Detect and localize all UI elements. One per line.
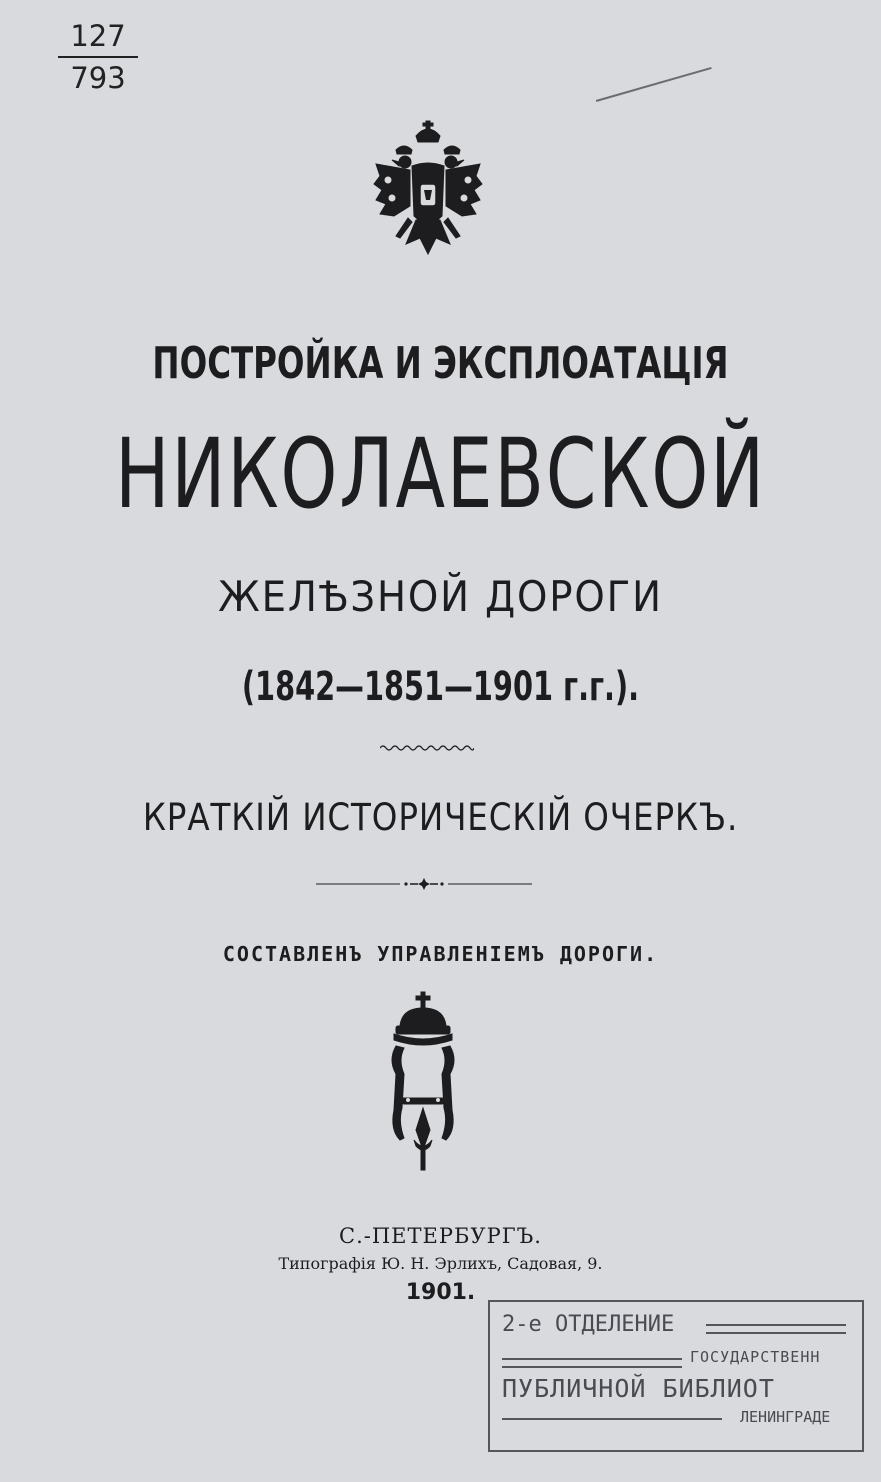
title-line-1: ПОСТРОЙКА И ЭКСПЛОАТАЦІЯ: [152, 338, 729, 389]
shelfmark-bottom: 793: [70, 61, 126, 95]
stamp-rule-5: [502, 1418, 722, 1420]
stamp-rule-2: [706, 1332, 846, 1334]
shelfmark-top: 127: [70, 19, 126, 53]
compiled-by: СОСТАВЛЕНЪ УПРАВЛЕНІЕМЪ ДОРОГИ.: [222, 942, 659, 966]
crowned-monogram-icon: [386, 990, 460, 1174]
stamp-rule-3: [502, 1358, 682, 1360]
imprint-printer: Типографія Ю. Н. Эрлихъ, Садовая, 9.: [278, 1254, 603, 1273]
title-line-2: НИКОЛАЕВСКОЙ: [115, 418, 766, 530]
shelfmark: [58, 19, 138, 95]
stamp-line-4: ЛЕНИНГРАДЕ: [740, 1408, 831, 1426]
stamp-line-1: 2-е ОТДЕЛЕНИЕ: [502, 1312, 675, 1337]
title-dates: (1842—1851—1901 г.г.).: [241, 664, 640, 710]
stamp-line-2: ГОСУДАРСТВЕНН: [690, 1348, 821, 1366]
stamp-line-3: ПУБЛИЧНОЙ БИБЛИОТ: [502, 1374, 775, 1403]
imprint-year: 1901.: [405, 1280, 476, 1305]
stamp-rule-4: [502, 1366, 682, 1368]
stamp-rule-1: [706, 1324, 846, 1326]
shelfmark-rule: [58, 56, 138, 58]
subtitle: КРАТКІЙ ИСТОРИЧЕСКІЙ ОЧЕРКЪ.: [142, 796, 739, 839]
double-headed-eagle-crest-icon: [372, 120, 484, 262]
wavy-ornament: [380, 744, 474, 752]
pencil-mark: [596, 67, 712, 102]
library-stamp: [488, 1300, 864, 1452]
imprint-place: С.-ПЕТЕРБУРГЪ.: [339, 1224, 542, 1248]
star-divider: [316, 878, 532, 890]
title-line-3: ЖЕЛѢЗНОЙ ДОРОГИ: [218, 572, 663, 621]
